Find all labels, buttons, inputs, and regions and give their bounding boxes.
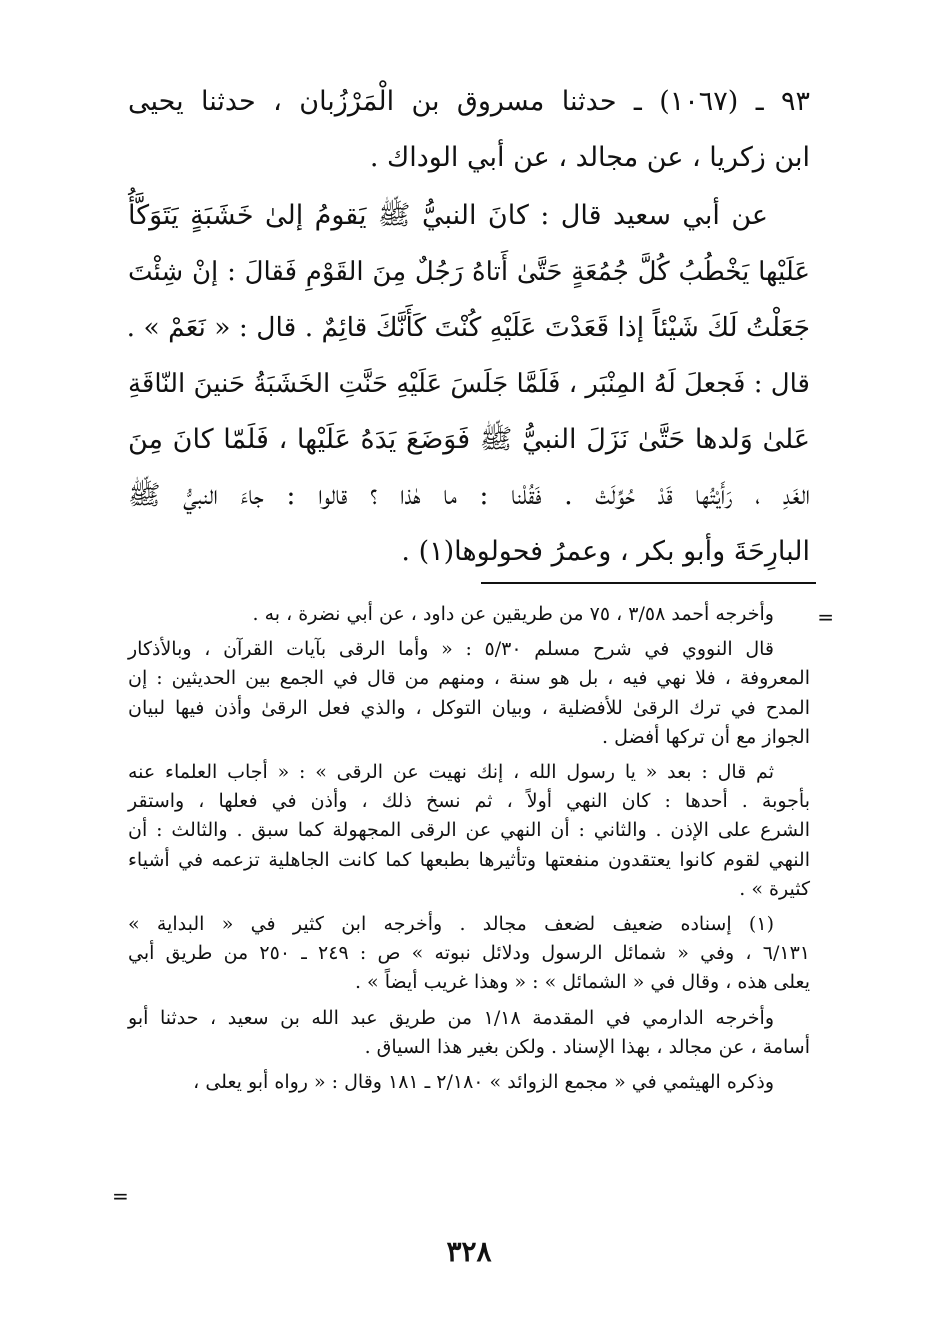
footnote-continuation-mark: = (817, 605, 834, 629)
footnote-paragraph (128, 758, 810, 904)
hadith-text-line: قال : فَجعلَ لَهُ المِنْبَر ، فَلَمَّا جَلَسَ عَلَيْهِ حَنَّتِ الخَشَبَةُ حَنينَ النّاقَةِ (127, 369, 810, 399)
footnote-line: يعلى هذه ، وقال في « الشمائل » : « وهذا غريب أيضاً » . (354, 971, 810, 994)
hadith-text-line: عَلىٰ وَلدها حَتَّىٰ نَزَلَ النبيُّ ﷺ فَوَضَعَ يَدَهُ عَلَيْها ، فَلَمّا كانَ مِنَ (128, 424, 810, 455)
hadith-text-line: البارِحَةَ وأبو بكر ، وعمرُ فحولوها(١) . (401, 536, 810, 567)
footnote-line: (١) إسناده ضعيف لضعف مجالد . وأخرجه ابن كثير في « البداية » (128, 913, 774, 936)
footnotes (128, 600, 810, 1103)
footnote-line: الشرع على الإذن . والثاني : أن النهي عن الرقى المجهولة كما سبق . والثالث : أن (128, 819, 810, 842)
footnote-line: المعروفة ، فلا نهي فيه ، بل هو سنة ، ومنهم من قال في الجمع بين الحديثين : إن (128, 667, 810, 690)
hadith-text-line: جَعَلْتُ لَكَ شَيْئاً إذا قَعَدْتَ عَلَيْهِ كُنْتَ كَأَنَّكَ قائِمٌ . قال : « نَعَمْ » . (126, 312, 810, 343)
footnote-line: كثيرة » . (739, 877, 810, 900)
footnote-line: وذكره الهيثمي في « مجمع الزوائد » ٢/١٨٠ ـ ١٨١ وقال : « رواه أبو يعلى ، (193, 1071, 774, 1094)
hadith-header (128, 74, 810, 186)
footnote-line: الجواز مع أن تركها أفضل . (602, 725, 810, 748)
footnote-line: ٦/١٣١ ، وفي « شمائل الرسول ودلائل نبوته » ص : ٢٤٩ ـ ٢٥٠ من طريق أبي (128, 942, 810, 965)
footnote-line: وأخرجه أحمد ٣/٥٨ ، ٧٥ من طريقين عن داود ، عن أبي نضرة ، به . (252, 603, 774, 625)
hadith-text (128, 188, 810, 580)
footnote-line: قال النووي في شرح مسلم ٥/٣٠ : « وأما الرقى بآيات القرآن ، وبالأذكار (128, 638, 774, 661)
footnote-divider (481, 582, 816, 584)
hadith-header-line: ٩٣ ـ (١٠٦٧) ـ حدثنا مسروق بن الْمَرْزُبان ، حدثنا يحيى (128, 86, 811, 117)
footnote-paragraph (128, 1004, 810, 1062)
hadith-text-line: الغَدِ ، رَأَيْتُها قَدْ حُوِّلَتْ . فَقُلْنا : ما هٰذا ؟ قالوا : جاءَ النبيُّ ﷺ (128, 480, 810, 511)
page-number: ٣٢٨ (446, 1235, 492, 1268)
hadith-header-line: ابن زكريا ، عن مجالد ، عن أبي الوداك . (369, 142, 810, 173)
hadith-text-line: عن أبي سعيد قال : كانَ النبيُّ ﷺ يَقومُ إلىٰ خَشَبَةٍ يَتَوَكَّأُ (128, 200, 768, 231)
footnote-paragraph (128, 600, 810, 629)
footnote-end-mark: = (112, 1184, 129, 1208)
footnote-line: أسامة ، عن مجالد ، بهذا الإسناد . ولكن بغير هذا السياق . (364, 1035, 810, 1058)
footnote-line: النهي لقوم كانوا يعتقدون منفعتها وتأثيرها بطبعها كما كانت الجاهلية تزعمه في أشياء (128, 848, 810, 871)
footnote-line: بأجوبة . أحدها : كان النهي أولاً ، ثم نسخ ذلك ، وأذن في فعلها ، واستقر (128, 790, 810, 813)
footnote-paragraph (128, 635, 810, 752)
footnote-line: ثم قال : بعد « يا رسول الله ، إنك نهيت عن الرقى » : « أجاب العلماء عنه (128, 761, 774, 784)
footnote-line: المدح في ترك الرقىٰ للأفضلية ، وبيان التوكل ، والذي فعل الرقىٰ وأذن فيها لبيان (128, 696, 810, 719)
footnote-paragraph (128, 910, 810, 998)
footnote-line: وأخرجه الدارمي في المقدمة ١/١٨ من طريق عبد الله بن سعيد ، حدثنا أبو (128, 1006, 774, 1029)
hadith-text-line: عَلَيْها يَخْطُبُ كُلَّ جُمُعَةٍ حَتَّىٰ أَتاهُ رَجُلٌ مِنَ القَوْمِ فَقالَ : إنْ شِئْتَ (128, 257, 810, 287)
footnote-paragraph (128, 1068, 810, 1097)
